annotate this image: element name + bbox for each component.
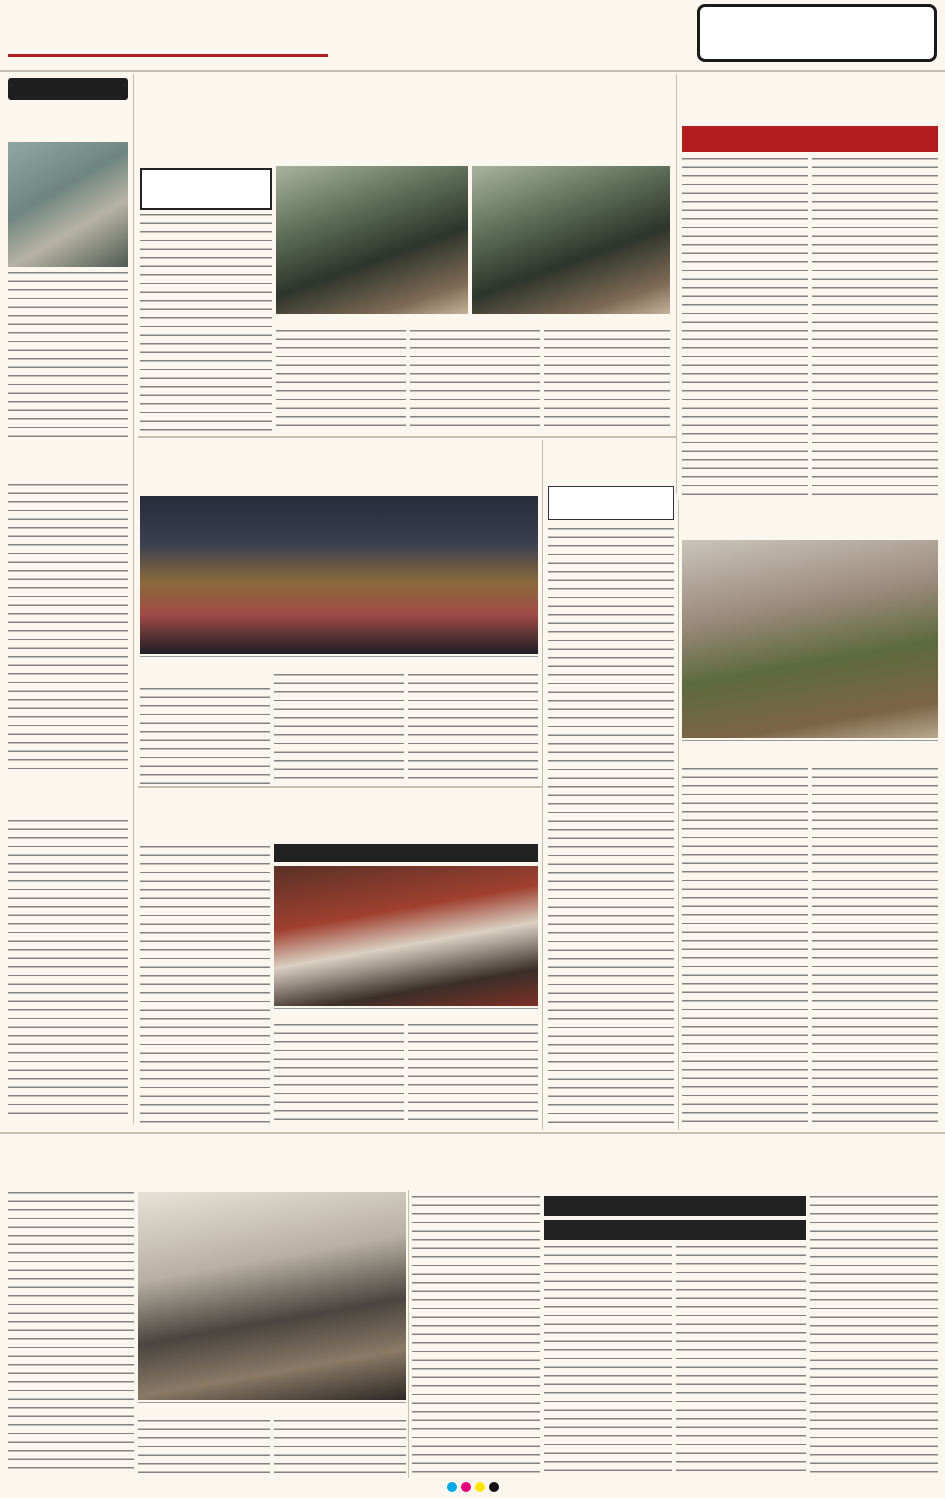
bottom-divider: [408, 1190, 409, 1478]
film-story-col1: [8, 1192, 134, 1476]
lead-sub-box: [140, 168, 272, 210]
convocation-box: [274, 844, 538, 862]
youth-story-text: [8, 484, 128, 774]
achyuta-story-text: [140, 846, 270, 1126]
fall-story-text: [8, 820, 128, 1120]
film-story-col2: [138, 1420, 270, 1476]
dateline: [8, 54, 328, 66]
park-sub-box: [682, 126, 938, 152]
film-story-col3: [274, 1420, 406, 1476]
kidnap-sub-box: [548, 486, 674, 520]
column-divider-right: [676, 74, 677, 494]
parking-story-col1: [412, 1196, 540, 1476]
award-caption: [140, 656, 538, 657]
parking-box1: [544, 1196, 806, 1216]
magenta-mark: [461, 1482, 471, 1492]
column-divider-mid: [542, 440, 543, 1130]
brief-section-tag: [8, 78, 128, 100]
award-story-col3: [408, 674, 538, 784]
parking-story-col3: [676, 1246, 806, 1476]
lead-story-col2: [276, 330, 406, 430]
parking-story-col2: [544, 1246, 672, 1476]
award-story-col2: [274, 674, 404, 784]
print-registration-marks: [0, 1482, 945, 1496]
parking-story-col4: [810, 1196, 938, 1476]
brief-story-text: [8, 272, 128, 442]
yellow-mark: [475, 1482, 485, 1492]
convocation-caption: [274, 1008, 538, 1009]
plantation-col2: [812, 768, 938, 1126]
lead-photo-left: [276, 166, 468, 314]
achyuta-rule: [138, 786, 542, 788]
plantation-col1: [682, 768, 808, 1126]
convocation-col2: [408, 1024, 538, 1126]
accident-photo: [8, 142, 128, 267]
lead-story-col3: [410, 330, 540, 430]
park-story-col2: [812, 158, 938, 498]
convocation-col1: [274, 1024, 404, 1126]
masthead-rule: [0, 70, 945, 72]
city-page-label: [697, 4, 937, 62]
newspaper-logo: [8, 6, 128, 46]
lead-photo-right: [472, 166, 670, 314]
bottom-rule: [0, 1132, 945, 1134]
plantation-photo: [682, 540, 938, 738]
parking-box2: [544, 1220, 806, 1240]
convocation-photo: [274, 866, 538, 1006]
lead-rule: [138, 436, 676, 438]
masthead: [0, 0, 945, 68]
film-photo: [138, 1192, 406, 1400]
cyan-mark: [447, 1482, 457, 1492]
film-caption: [138, 1402, 406, 1403]
lead-story-col4: [544, 330, 670, 430]
column-divider: [133, 74, 134, 1124]
award-photo: [140, 496, 538, 654]
lead-story-col1: [140, 214, 272, 432]
award-story-col1: [140, 688, 270, 784]
plantation-caption: [682, 740, 938, 741]
kidnap-story-text: [548, 528, 674, 1128]
black-mark: [489, 1482, 499, 1492]
park-story-col1: [682, 158, 808, 498]
column-divider-right2: [678, 500, 679, 1130]
